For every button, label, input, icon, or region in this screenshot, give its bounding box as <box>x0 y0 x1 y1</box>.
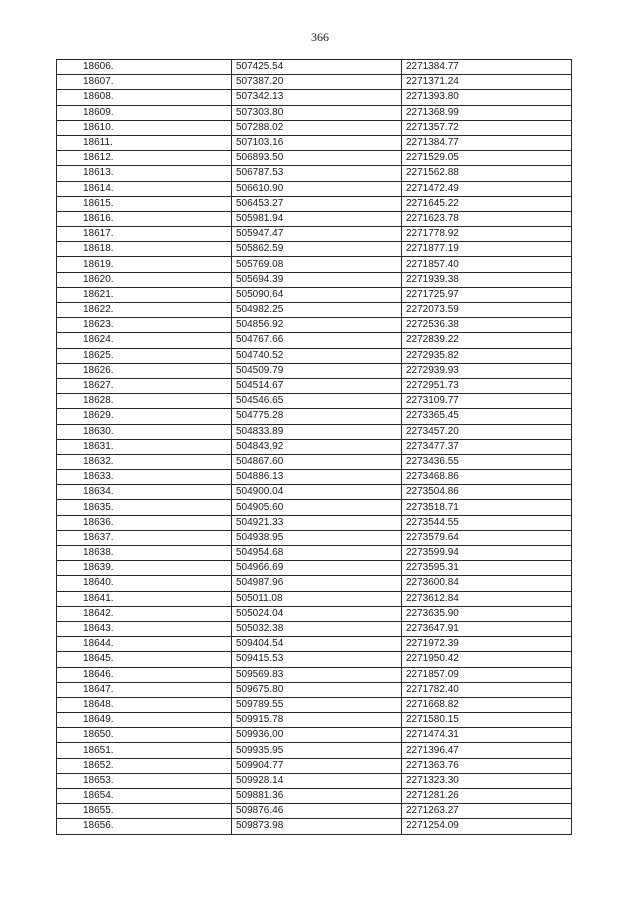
point-number-cell: 18621. <box>57 287 232 302</box>
table-row <box>57 196 572 211</box>
table-row <box>57 485 572 500</box>
y-coordinate-cell: 2271782.40 <box>402 682 572 697</box>
x-coordinate-cell: 504833.89 <box>232 424 402 439</box>
point-number-cell: 18607. <box>57 75 232 90</box>
y-coordinate-cell: 2271939.38 <box>402 272 572 287</box>
x-coordinate-cell: 504921.33 <box>232 515 402 530</box>
table-row <box>57 713 572 728</box>
table-row <box>57 758 572 773</box>
table-row <box>57 546 572 561</box>
y-coordinate-cell: 2273647.91 <box>402 621 572 636</box>
point-number-cell: 18655. <box>57 804 232 819</box>
table-row <box>57 500 572 515</box>
table-row <box>57 318 572 333</box>
x-coordinate-cell: 509873.98 <box>232 819 402 834</box>
x-coordinate-cell: 509415.53 <box>232 652 402 667</box>
y-coordinate-cell: 2271857.09 <box>402 667 572 682</box>
point-number-cell: 18653. <box>57 773 232 788</box>
table-row <box>57 227 572 242</box>
x-coordinate-cell: 504982.25 <box>232 303 402 318</box>
point-number-cell: 18636. <box>57 515 232 530</box>
table-row <box>57 606 572 621</box>
point-number-cell: 18617. <box>57 227 232 242</box>
coordinates-table <box>56 59 572 835</box>
x-coordinate-cell: 504938.95 <box>232 530 402 545</box>
point-number-cell: 18656. <box>57 819 232 834</box>
table-row <box>57 90 572 105</box>
table-row <box>57 211 572 226</box>
y-coordinate-cell: 2273518.71 <box>402 500 572 515</box>
y-coordinate-cell: 2273544.55 <box>402 515 572 530</box>
y-coordinate-cell: 2271580.15 <box>402 713 572 728</box>
x-coordinate-cell: 505694.39 <box>232 272 402 287</box>
x-coordinate-cell: 504509.79 <box>232 363 402 378</box>
table-row <box>57 60 572 75</box>
point-number-cell: 18612. <box>57 151 232 166</box>
point-number-cell: 18654. <box>57 789 232 804</box>
y-coordinate-cell: 2273600.84 <box>402 576 572 591</box>
x-coordinate-cell: 504546.65 <box>232 394 402 409</box>
y-coordinate-cell: 2271396.47 <box>402 743 572 758</box>
y-coordinate-cell: 2271668.82 <box>402 697 572 712</box>
x-coordinate-cell: 504767.66 <box>232 333 402 348</box>
table-row <box>57 819 572 834</box>
y-coordinate-cell: 2273635.90 <box>402 606 572 621</box>
table-row <box>57 181 572 196</box>
point-number-cell: 18638. <box>57 546 232 561</box>
y-coordinate-cell: 2273477.37 <box>402 439 572 454</box>
y-coordinate-cell: 2273579.64 <box>402 530 572 545</box>
y-coordinate-cell: 2271623.78 <box>402 211 572 226</box>
y-coordinate-cell: 2272073.59 <box>402 303 572 318</box>
table-row <box>57 530 572 545</box>
x-coordinate-cell: 505862.59 <box>232 242 402 257</box>
x-coordinate-cell: 506453.27 <box>232 196 402 211</box>
table-row <box>57 363 572 378</box>
y-coordinate-cell: 2272939.93 <box>402 363 572 378</box>
x-coordinate-cell: 504987.96 <box>232 576 402 591</box>
x-coordinate-cell: 504775.28 <box>232 409 402 424</box>
point-number-cell: 18609. <box>57 105 232 120</box>
point-number-cell: 18633. <box>57 470 232 485</box>
y-coordinate-cell: 2271384.77 <box>402 135 572 150</box>
y-coordinate-cell: 2273436.55 <box>402 454 572 469</box>
y-coordinate-cell: 2271474.31 <box>402 728 572 743</box>
point-number-cell: 18625. <box>57 348 232 363</box>
point-number-cell: 18639. <box>57 561 232 576</box>
y-coordinate-cell: 2272839.22 <box>402 333 572 348</box>
table-row <box>57 333 572 348</box>
y-coordinate-cell: 2271393.80 <box>402 90 572 105</box>
table-row <box>57 576 572 591</box>
x-coordinate-cell: 509936.00 <box>232 728 402 743</box>
table-row <box>57 75 572 90</box>
y-coordinate-cell: 2271384.77 <box>402 60 572 75</box>
x-coordinate-cell: 506610.90 <box>232 181 402 196</box>
point-number-cell: 18648. <box>57 697 232 712</box>
point-number-cell: 18619. <box>57 257 232 272</box>
point-number-cell: 18618. <box>57 242 232 257</box>
table-row <box>57 470 572 485</box>
point-number-cell: 18624. <box>57 333 232 348</box>
point-number-cell: 18608. <box>57 90 232 105</box>
x-coordinate-cell: 509904.77 <box>232 758 402 773</box>
x-coordinate-cell: 509569.83 <box>232 667 402 682</box>
x-coordinate-cell: 509876.46 <box>232 804 402 819</box>
x-coordinate-cell: 504856.92 <box>232 318 402 333</box>
x-coordinate-cell: 507303.80 <box>232 105 402 120</box>
y-coordinate-cell: 2271778.92 <box>402 227 572 242</box>
point-number-cell: 18642. <box>57 606 232 621</box>
table-row <box>57 591 572 606</box>
y-coordinate-cell: 2271972.39 <box>402 637 572 652</box>
y-coordinate-cell: 2273504.86 <box>402 485 572 500</box>
y-coordinate-cell: 2271877.19 <box>402 242 572 257</box>
point-number-cell: 18629. <box>57 409 232 424</box>
x-coordinate-cell: 506893.50 <box>232 151 402 166</box>
x-coordinate-cell: 507342.13 <box>232 90 402 105</box>
x-coordinate-cell: 507288.02 <box>232 120 402 135</box>
point-number-cell: 18620. <box>57 272 232 287</box>
y-coordinate-cell: 2273468.86 <box>402 470 572 485</box>
x-coordinate-cell: 509915.78 <box>232 713 402 728</box>
point-number-cell: 18622. <box>57 303 232 318</box>
x-coordinate-cell: 504740.52 <box>232 348 402 363</box>
y-coordinate-cell: 2273612.84 <box>402 591 572 606</box>
y-coordinate-cell: 2271645.22 <box>402 196 572 211</box>
y-coordinate-cell: 2271950.42 <box>402 652 572 667</box>
x-coordinate-cell: 505981.94 <box>232 211 402 226</box>
y-coordinate-cell: 2273595.31 <box>402 561 572 576</box>
table-row <box>57 515 572 530</box>
x-coordinate-cell: 509404.54 <box>232 637 402 652</box>
point-number-cell: 18610. <box>57 120 232 135</box>
x-coordinate-cell: 505769.08 <box>232 257 402 272</box>
table-row <box>57 789 572 804</box>
x-coordinate-cell: 505090.64 <box>232 287 402 302</box>
y-coordinate-cell: 2273109.77 <box>402 394 572 409</box>
point-number-cell: 18627. <box>57 378 232 393</box>
x-coordinate-cell: 504886.13 <box>232 470 402 485</box>
table-row <box>57 454 572 469</box>
y-coordinate-cell: 2271472.49 <box>402 181 572 196</box>
table-row <box>57 621 572 636</box>
point-number-cell: 18649. <box>57 713 232 728</box>
point-number-cell: 18613. <box>57 166 232 181</box>
table-row <box>57 697 572 712</box>
table-row <box>57 728 572 743</box>
table-row <box>57 637 572 652</box>
table-row <box>57 424 572 439</box>
page-number: 366 <box>311 30 329 44</box>
table-row <box>57 652 572 667</box>
table-row <box>57 257 572 272</box>
point-number-cell: 18615. <box>57 196 232 211</box>
table-row <box>57 151 572 166</box>
x-coordinate-cell: 507387.20 <box>232 75 402 90</box>
point-number-cell: 18637. <box>57 530 232 545</box>
y-coordinate-cell: 2272935.82 <box>402 348 572 363</box>
x-coordinate-cell: 509935.95 <box>232 743 402 758</box>
point-number-cell: 18628. <box>57 394 232 409</box>
table-row <box>57 287 572 302</box>
x-coordinate-cell: 505024.04 <box>232 606 402 621</box>
point-number-cell: 18631. <box>57 439 232 454</box>
y-coordinate-cell: 2271323.30 <box>402 773 572 788</box>
point-number-cell: 18640. <box>57 576 232 591</box>
table-row <box>57 773 572 788</box>
point-number-cell: 18635. <box>57 500 232 515</box>
point-number-cell: 18644. <box>57 637 232 652</box>
x-coordinate-cell: 504966.69 <box>232 561 402 576</box>
x-coordinate-cell: 504954.68 <box>232 546 402 561</box>
y-coordinate-cell: 2271254.09 <box>402 819 572 834</box>
point-number-cell: 18611. <box>57 135 232 150</box>
table-row <box>57 682 572 697</box>
point-number-cell: 18643. <box>57 621 232 636</box>
point-number-cell: 18626. <box>57 363 232 378</box>
x-coordinate-cell: 504900.04 <box>232 485 402 500</box>
table-row <box>57 272 572 287</box>
point-number-cell: 18650. <box>57 728 232 743</box>
table-row <box>57 378 572 393</box>
table-row <box>57 439 572 454</box>
x-coordinate-cell: 509881.36 <box>232 789 402 804</box>
x-coordinate-cell: 509675.80 <box>232 682 402 697</box>
x-coordinate-cell: 507425.54 <box>232 60 402 75</box>
y-coordinate-cell: 2271263.27 <box>402 804 572 819</box>
table-row <box>57 561 572 576</box>
y-coordinate-cell: 2271368.99 <box>402 105 572 120</box>
x-coordinate-cell: 506787.53 <box>232 166 402 181</box>
point-number-cell: 18651. <box>57 743 232 758</box>
table-row <box>57 667 572 682</box>
y-coordinate-cell: 2273457.20 <box>402 424 572 439</box>
point-number-cell: 18645. <box>57 652 232 667</box>
table-row <box>57 743 572 758</box>
point-number-cell: 18634. <box>57 485 232 500</box>
table-row <box>57 105 572 120</box>
table-row <box>57 120 572 135</box>
x-coordinate-cell: 505032.38 <box>232 621 402 636</box>
point-number-cell: 18632. <box>57 454 232 469</box>
point-number-cell: 18614. <box>57 181 232 196</box>
point-number-cell: 18616. <box>57 211 232 226</box>
table-row <box>57 804 572 819</box>
y-coordinate-cell: 2273365.45 <box>402 409 572 424</box>
table-row <box>57 135 572 150</box>
y-coordinate-cell: 2271363.76 <box>402 758 572 773</box>
x-coordinate-cell: 504867.60 <box>232 454 402 469</box>
x-coordinate-cell: 504514.67 <box>232 378 402 393</box>
point-number-cell: 18630. <box>57 424 232 439</box>
x-coordinate-cell: 509789.55 <box>232 697 402 712</box>
table-row <box>57 394 572 409</box>
x-coordinate-cell: 505947.47 <box>232 227 402 242</box>
point-number-cell: 18652. <box>57 758 232 773</box>
point-number-cell: 18646. <box>57 667 232 682</box>
x-coordinate-cell: 509928.14 <box>232 773 402 788</box>
y-coordinate-cell: 2271281.26 <box>402 789 572 804</box>
point-number-cell: 18641. <box>57 591 232 606</box>
table-row <box>57 348 572 363</box>
coordinates-table-body <box>57 60 572 835</box>
table-row <box>57 409 572 424</box>
table-row <box>57 303 572 318</box>
y-coordinate-cell: 2271562.88 <box>402 166 572 181</box>
x-coordinate-cell: 507103.16 <box>232 135 402 150</box>
point-number-cell: 18623. <box>57 318 232 333</box>
y-coordinate-cell: 2271357.72 <box>402 120 572 135</box>
y-coordinate-cell: 2272536.38 <box>402 318 572 333</box>
x-coordinate-cell: 505011.08 <box>232 591 402 606</box>
point-number-cell: 18606. <box>57 60 232 75</box>
y-coordinate-cell: 2271371.24 <box>402 75 572 90</box>
point-number-cell: 18647. <box>57 682 232 697</box>
y-coordinate-cell: 2271857.40 <box>402 257 572 272</box>
x-coordinate-cell: 504843.92 <box>232 439 402 454</box>
x-coordinate-cell: 504905.60 <box>232 500 402 515</box>
y-coordinate-cell: 2272951.73 <box>402 378 572 393</box>
y-coordinate-cell: 2271725.97 <box>402 287 572 302</box>
table-row <box>57 242 572 257</box>
table-row <box>57 166 572 181</box>
y-coordinate-cell: 2273599.94 <box>402 546 572 561</box>
y-coordinate-cell: 2271529.05 <box>402 151 572 166</box>
